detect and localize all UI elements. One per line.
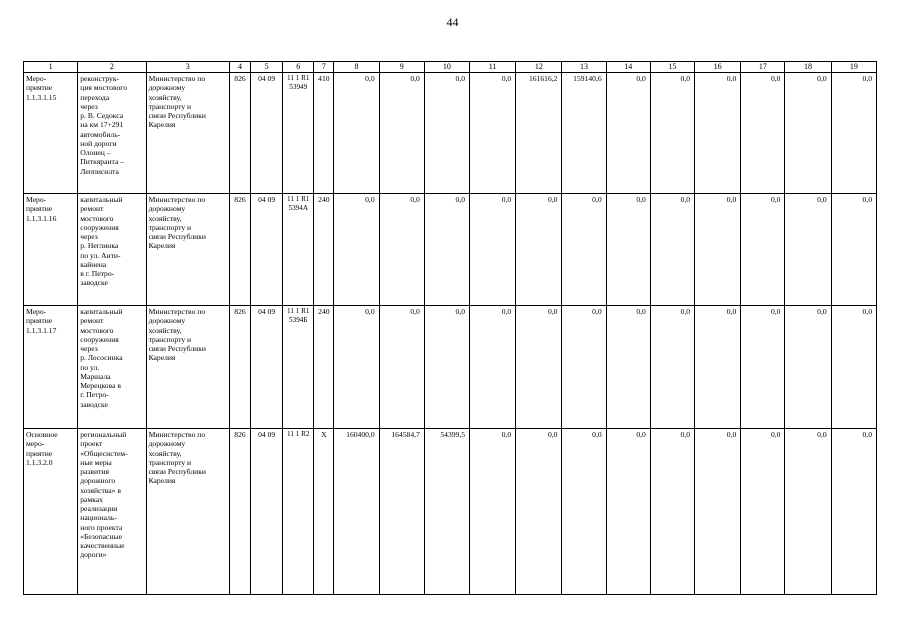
table-cell: 826 (229, 194, 250, 306)
table-cell: 0,0 (695, 429, 741, 595)
table-cell: 11 1 R2 (283, 429, 314, 595)
table-cell: 164584,7 (379, 429, 424, 595)
table-cell: 0,0 (650, 73, 694, 194)
table-cell: 0,0 (606, 73, 650, 194)
table-cell: 0,0 (470, 73, 516, 194)
table-cell: 0,0 (470, 306, 516, 429)
row-label-cell: Меро- приятие 1.1.3.1.17 (24, 306, 78, 429)
table-cell: 11 1 R1 5394Б (283, 306, 314, 429)
table-cell: региональный проект «Общесистем- ные меры развития дорожного хозяйства» в рамках реализации националь- ного проекта «Безопасные качественные дороги» (78, 429, 146, 595)
table-cell: 0,0 (424, 306, 469, 429)
table-cell: 0,0 (334, 194, 379, 306)
table-cell: 0,0 (785, 194, 831, 306)
table-cell: 0,0 (741, 194, 785, 306)
table-cell: 54399,5 (424, 429, 469, 595)
table-cell: 04 09 (251, 73, 283, 194)
table-cell: 826 (229, 306, 250, 429)
column-header: 11 (470, 62, 516, 73)
column-header: 9 (379, 62, 424, 73)
table-cell: 0,0 (562, 306, 606, 429)
column-header: 6 (283, 62, 314, 73)
header-row (24, 62, 877, 73)
table-cell: 0,0 (379, 73, 424, 194)
table-cell: капитальный ремонт мостового сооружения через р. Лососинка по ул. Маршала Мерецкова в г. Петро- заводске (78, 306, 146, 429)
table-row (24, 429, 877, 595)
table-body (24, 62, 877, 595)
table-row (24, 194, 877, 306)
table-cell: Х (314, 429, 334, 595)
table-cell: 0,0 (831, 194, 876, 306)
table-cell: 0,0 (741, 429, 785, 595)
table-cell: 0,0 (379, 306, 424, 429)
table-cell: 0,0 (831, 306, 876, 429)
column-header: 8 (334, 62, 379, 73)
column-header: 16 (695, 62, 741, 73)
column-header: 10 (424, 62, 469, 73)
column-header: 19 (831, 62, 876, 73)
column-header: 3 (146, 62, 229, 73)
table-row (24, 306, 877, 429)
row-label-cell: Основное меро- приятие 1.1.3.2.0 (24, 429, 78, 595)
table-cell: 0,0 (562, 429, 606, 595)
table-cell: 0,0 (606, 429, 650, 595)
column-header: 7 (314, 62, 334, 73)
table-cell: 161616,2 (516, 73, 562, 194)
table-cell: 0,0 (379, 194, 424, 306)
table-cell: капитальный ремонт мостового сооружения через р. Неглинка по ул. Анти- кайнена в г. Петро- заводске (78, 194, 146, 306)
table-cell: 04 09 (251, 306, 283, 429)
budget-table (23, 61, 877, 595)
table-cell: 11 1 R1 5394А (283, 194, 314, 306)
table-cell: 160400,0 (334, 429, 379, 595)
column-header: 17 (741, 62, 785, 73)
table-cell: 0,0 (516, 194, 562, 306)
table-row (24, 73, 877, 194)
table-cell: 0,0 (785, 429, 831, 595)
column-header: 4 (229, 62, 250, 73)
table-cell: 240 (314, 306, 334, 429)
table-cell: 11 1 R1 53949 (283, 73, 314, 194)
column-header: 15 (650, 62, 694, 73)
table-cell: 0,0 (516, 429, 562, 595)
table-cell: 0,0 (562, 194, 606, 306)
row-label-cell: Меро- приятие 1.1.3.1.16 (24, 194, 78, 306)
page-number: 44 (446, 15, 459, 29)
table-cell: 0,0 (785, 73, 831, 194)
table-cell: реконструк- ция мостового перехода через р. В. Седокса на км 17+291 автомобиль- ной дороги Олонец – Питкяранта – Лепписилта (78, 73, 146, 194)
table-cell: 826 (229, 73, 250, 194)
table-cell: 0,0 (695, 306, 741, 429)
table-cell: Министерство по дорожному хозяйству, транспорту и связи Республики Карелия (146, 306, 229, 429)
table-cell: 0,0 (650, 194, 694, 306)
table-cell: 04 09 (251, 194, 283, 306)
column-header: 13 (562, 62, 606, 73)
table-cell: 0,0 (695, 194, 741, 306)
table-cell: 0,0 (424, 194, 469, 306)
table-cell: 0,0 (606, 306, 650, 429)
table-cell: 0,0 (741, 73, 785, 194)
table-cell: Министерство по дорожному хозяйству, транспорту и связи Республики Карелия (146, 429, 229, 595)
table-cell: 0,0 (831, 73, 876, 194)
table-cell: 0,0 (424, 73, 469, 194)
table-cell: 0,0 (831, 429, 876, 595)
column-header: 14 (606, 62, 650, 73)
table-cell: 826 (229, 429, 250, 595)
table-cell: Министерство по дорожному хозяйству, транспорту и связи Республики Карелия (146, 194, 229, 306)
table-cell: 0,0 (334, 73, 379, 194)
table-cell: 0,0 (741, 306, 785, 429)
table-cell: 0,0 (695, 73, 741, 194)
table-cell: 0,0 (470, 194, 516, 306)
table-cell: Министерство по дорожному хозяйству, транспорту и связи Республики Карелия (146, 73, 229, 194)
table-cell: 04 09 (251, 429, 283, 595)
table-cell: 0,0 (334, 306, 379, 429)
table-cell: 410 (314, 73, 334, 194)
table-cell: 0,0 (785, 306, 831, 429)
column-header: 12 (516, 62, 562, 73)
table-cell: 159140,6 (562, 73, 606, 194)
row-label-cell: Меро- приятие 1.1.3.1.15 (24, 73, 78, 194)
table-cell: 0,0 (606, 194, 650, 306)
column-header: 5 (251, 62, 283, 73)
table-cell: 240 (314, 194, 334, 306)
column-header: 2 (78, 62, 146, 73)
column-header: 18 (785, 62, 831, 73)
table-cell: 0,0 (650, 306, 694, 429)
table-cell: 0,0 (516, 306, 562, 429)
column-header: 1 (24, 62, 78, 73)
table-cell: 0,0 (650, 429, 694, 595)
table-cell: 0,0 (470, 429, 516, 595)
